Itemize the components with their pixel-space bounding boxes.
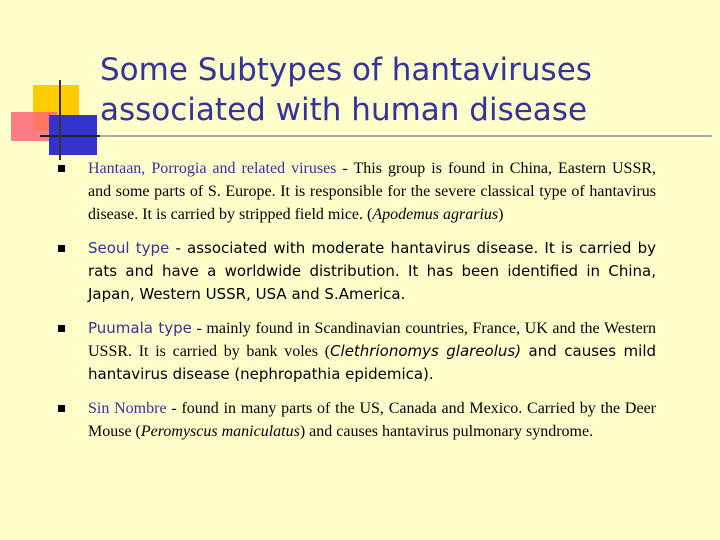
title-underline <box>40 135 712 137</box>
bullet-term: Sin Nombre <box>88 400 167 417</box>
bullet-text-end: and causes mild hantavirus disease (nephropathia epidemica). <box>88 342 657 383</box>
bullet-item-seoul <box>58 237 656 306</box>
bullet-item-sin-nombre <box>58 397 656 443</box>
slide-title <box>100 50 660 130</box>
bullet-text-end: ) and causes hantavirus pulmonary syndrome. <box>299 423 594 440</box>
bullet-item-puumala <box>58 317 656 386</box>
square-bullet-icon <box>58 245 65 252</box>
bullet-species: Clethrionomys glareolus) <box>330 342 522 360</box>
bullet-text: associated with moderate hantavirus disease. It is carried by rats and have a worldwide distribution. It has been identified in China, Japan, Western USSR, USA and S.America. <box>88 239 657 303</box>
bullet-list <box>58 157 656 454</box>
bullet-text: This group is found in China, Eastern USSR, and some parts of S. Europe. It is responsible for the severe classical type of hantavirus disease. It is carried by stripped field mice. ( <box>88 160 657 223</box>
title-line-1: Some Subtypes of hantaviruses <box>100 52 592 88</box>
bullet-text-end: ) <box>498 206 504 223</box>
bullet-separator: - <box>166 400 182 417</box>
bullet-term: Puumala type <box>88 319 192 337</box>
bullet-text: found in many parts of the US, Canada and Mexico. Carried by the Deer Mouse ( <box>88 400 657 440</box>
bullet-species: Apodemus agrarius <box>372 206 499 223</box>
square-bullet-icon <box>58 405 65 412</box>
bullet-item-hantaan <box>58 157 656 226</box>
bullet-text: mainly found in Scandinavian countries, France, UK and the Western USSR. It is carried by bank voles ( <box>88 320 657 360</box>
title-line-2: associated with human disease <box>100 92 588 128</box>
bullet-species: Peromyscus maniculatus <box>140 423 300 440</box>
vertical-accent-line <box>59 80 61 160</box>
bullet-separator: - <box>169 239 188 257</box>
title-underline-accent <box>40 135 100 137</box>
bullet-term: Hantaan, Porrogia and related viruses <box>88 160 337 177</box>
bullet-separator: - <box>191 320 207 337</box>
square-bullet-icon <box>58 325 65 332</box>
bullet-separator: - <box>336 160 354 177</box>
square-bullet-icon <box>58 165 65 172</box>
bullet-term: Seoul type <box>88 239 170 257</box>
